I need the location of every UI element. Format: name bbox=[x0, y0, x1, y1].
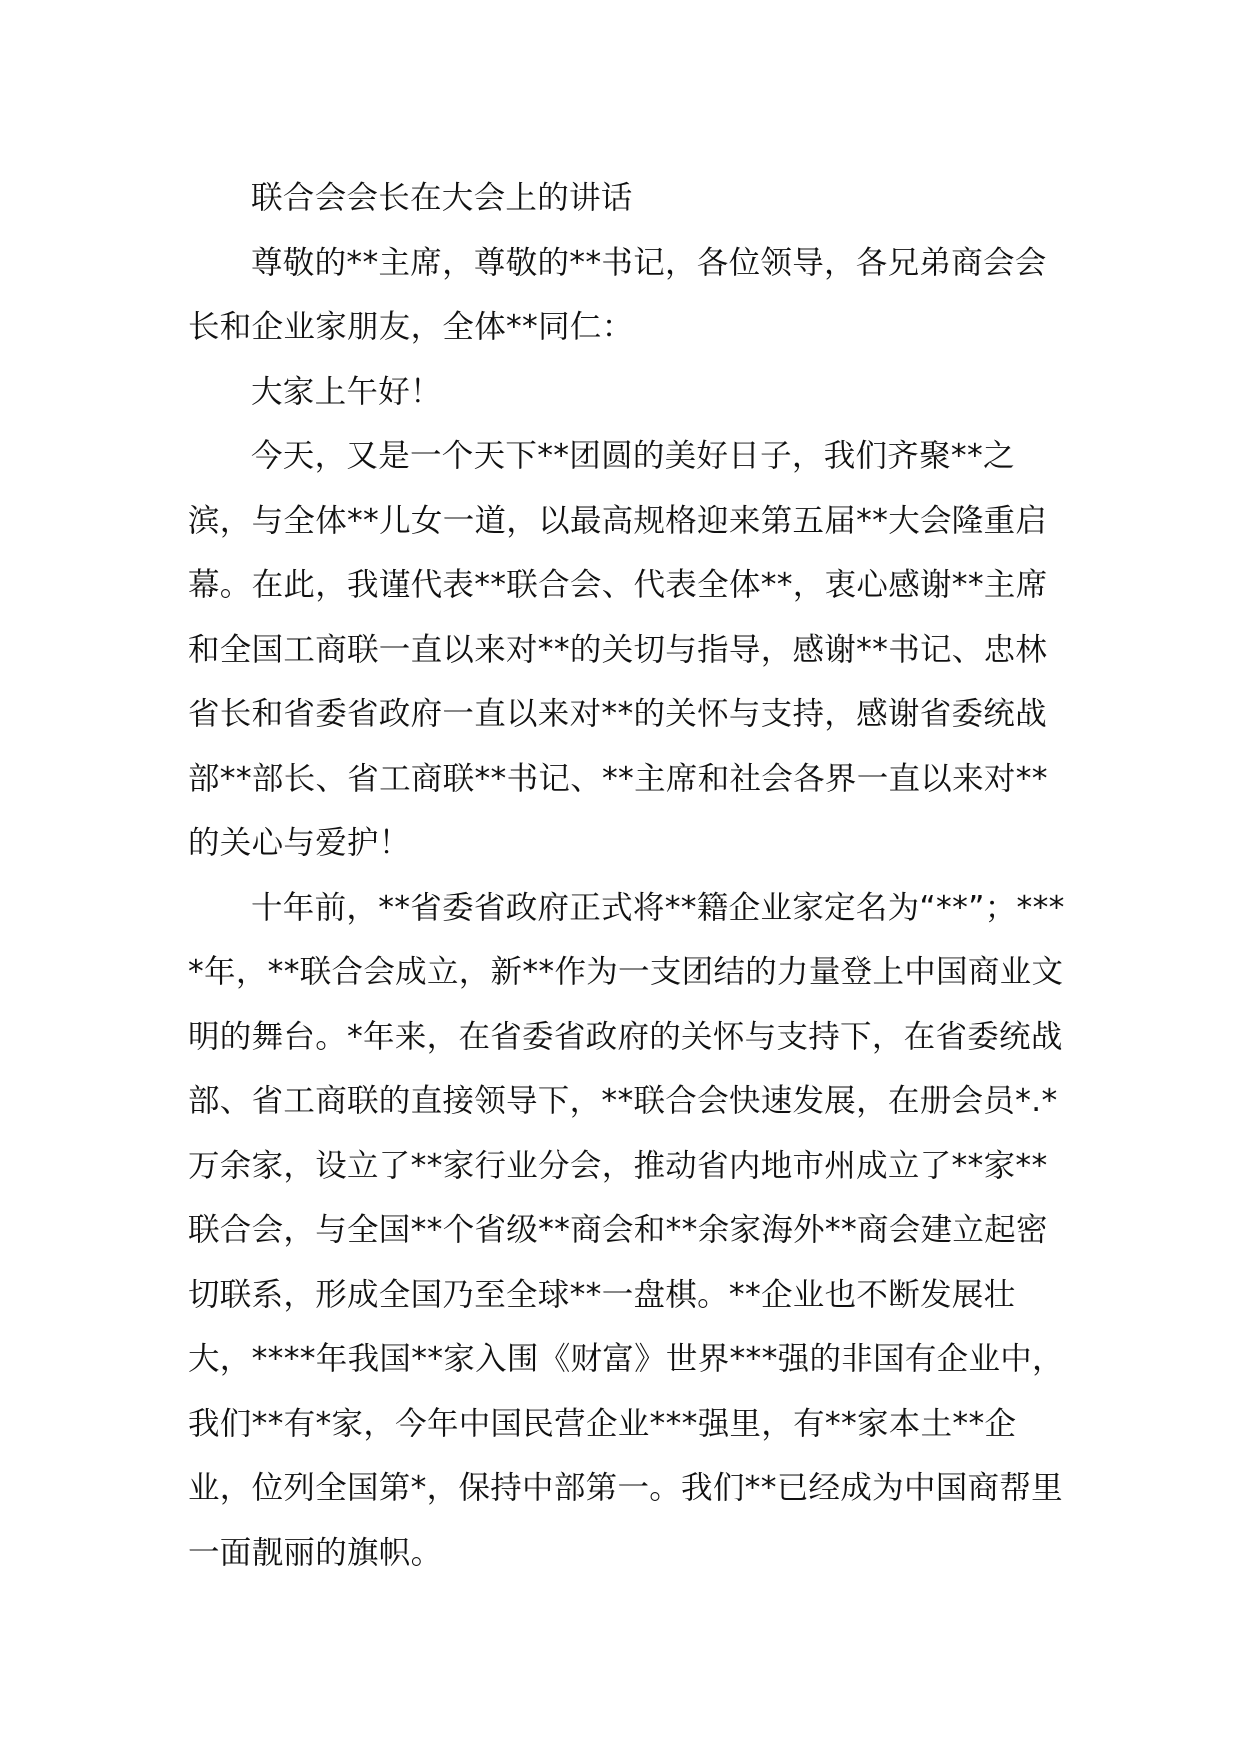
greeting-paragraph: 大家上午好！ bbox=[251, 373, 442, 410]
document-body bbox=[188, 166, 1078, 1585]
document-title: 联合会会长在大会上的讲话 bbox=[251, 180, 633, 216]
salutation-paragraph: 尊敬的**主席，尊敬的**书记，各位领导，各兄弟商会会长和企业家朋友，全体**同仁： bbox=[188, 244, 1047, 345]
body-paragraph: 今天，又是一个天下**团圆的美好日子，我们齐聚**之滨，与全体**儿女一道，以最高规格迎来第五届**大会隆重启幕。在此，我谨代表**联合会、代表全体**，衷心感谢**主席和全国工商联一直以来对**的关切与指导，感谢**书记、忠林省长和省委省政府一直以来对**的关怀与支持，感谢省委统战部**部长、省工商联**书记、**主席和社会各界一直以来对**的关心与爱护！ bbox=[188, 438, 1048, 861]
body-paragraph: 十年前，**省委省政府正式将**籍企业家定名为“**”；****年，**联合会成立，新**作为一支团结的力量登上中国商业文明的舞台。*年来，在省委省政府的关怀与支持下，在省委统战部、省工商联的直接领导下，**联合会快速发展，在册会员*.*万余家，设立了**家行业分会，推动省内地市州成立了**家**联合会，与全国**个省级**商会和**余家海外**商会建立起密切联系，形成全国乃至全球**一盘棋。**企业也不断发展壮大，****年我国**家入围《财富》世界***强的非国有企业中，我们**有*家，今年中国民营企业***强里，有**家本土**企业，位列全国第*，保持中部第一。我们**已经成为中国商帮里一面靓丽的旗帜。 bbox=[188, 889, 1065, 1571]
